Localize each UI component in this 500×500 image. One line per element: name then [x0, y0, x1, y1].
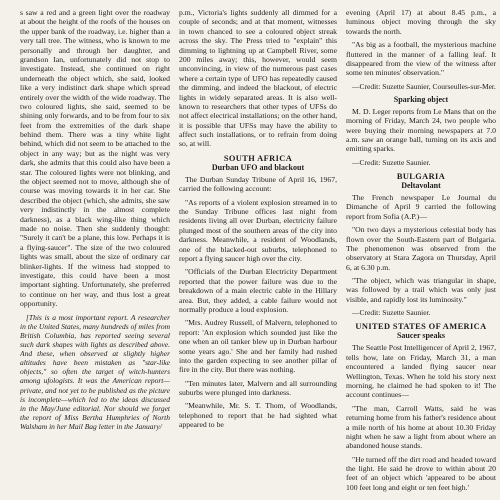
section-heading-usa: UNITED STATES OF AMERICA: [355, 322, 487, 332]
credit-line: —Credit: Suzette Saunier.: [352, 308, 431, 318]
section-heading-south-africa: SOUTH AFRICA: [223, 153, 293, 163]
durban-paragraph: "As reports of a violent explosion streamed in to the Sunday Tribune offices last night from residents living all over Durban, electricity failure plunged most of the southern areas of the city into darkness. Meanwhile, a resident of Woodlands, one of the blacked-out suburbs, telephoned to report a flying saucer high over the city.: [179, 197, 337, 263]
column-left: [20, 0, 170, 500]
credit-line: —Credit: Suzette Saunier.: [352, 157, 431, 167]
top-margin: [346, 0, 496, 8]
bulgaria-paragraph: "The object, which was triangular in shape, was followed by a trail which was only just visible, and rapidly lost its luminosity.": [346, 276, 496, 304]
durban-paragraph: "Ten minutes later, Malvern and all surrounding suburbs were plunged into darkness.: [179, 378, 337, 398]
subheading-deltavolant: Deltavolant: [401, 180, 441, 190]
canada-report-text: s saw a red and a green light over the roadway at about the height of the roofs of the houses on the upper bank of the roadway, i.e. higher than a very tall tree. The witness, who is known to me personally and through her daughter, and grandson Ian, unfortunately did not stop to investigate. Instead, she continued on right underneath the object which, she said, looked like a very indistinct dark shape which spread entirely over the width of the wide roadway. The two coloured lights, she said, seemed to be shining only forwards, and to be from four to six feet from the extremities of the dark shape behind them. There was a tiny white light behind, which did not seem to be attached to the object in any way; but as the night was very dark, she admits that this could also have been a star. The coloured lights were not blinking, and the object seemed not to move, although she of course was moving towards it in her car. She described the object (which, she admits, she saw very indistinctly in the almost complete darkness), as a black wing-like thing which made no noise. Then she suddenly thought: "Surely it can't be a plane, this low. Perhaps it is a flying-saucer". The size of the two coloured lights was small, about the size of ordinary car blinker-lights. If the witness had stopped to investigate, this could have been a most important sighting. Unfortunately, she preferred to continue on her way, and thus lost a great opportunity.: [20, 8, 170, 309]
durban-paragraph: "Mrs. Audrey Russell, of Malvern, telephoned to report: 'An explosion which sounded just like the one when an oil tanker blew up in Durban harbour some years ago.' She and her family had rushed into the garden expecting to see another pillar of fire in the city. But there was nothing.: [179, 318, 337, 375]
credit-line: —Credit: Suzette Saunier, Courseulles-sur-Mer.: [352, 81, 496, 91]
sparking-object-text: M. D. Leger reports from Le Mans that on the morning of Friday, March 24, two people who were buying their morning newspapers at 7.0 a.m. saw an orange ball, turning on its axis and emitting sparks.: [346, 106, 496, 154]
bulgaria-paragraph: "On two days a mysterious celestial body has flown over the South-Eastern part of Bulgaria. The phenomenon was observed from the observatory at Stara Zagora on Thursday, April 6, at 6.30 p.m.: [346, 225, 496, 272]
usa-paragraph: "He turned off the dirt road and headed toward the light. He said he drove to within about 20 feet of an object which 'appeared to be about 100 feet long and eight or ten feet high.': [346, 454, 496, 492]
bulgaria-paragraph: The French newspaper Le Journal du Dimanche of April 9 carried the following report from Sofia (A.P.)—: [346, 192, 496, 221]
france-report-quote: "As big as a football, the mysterious machine fluttered in the manner of a falling leaf. It disappeared from the view of the witness after some ten minutes' observation.": [346, 40, 496, 78]
durban-paragraph: The Durban Sunday Tribune of April 16, 1967, carried the following account:: [179, 174, 337, 194]
column-middle: [179, 0, 337, 500]
section-heading-bulgaria: BULGARIA: [396, 171, 446, 181]
editorial-aside: [This is a most important report. A researcher in the United States, many hundreds of miles from British Columbia, has reported seeing several such dark shapes with lights as described above. And these, when observed at slightly higher altitudes have been mistaken as "star-like objects," so often the target of witch-hunters among ufologists. It was the American report—private, and not yet to be published as the picture is incomplete—which led to the ideas discussed in the May/June editorial. Nor should we forget the report of Miss Bertha Humphries of North Walsham in her Mail Bag letter in the January/: [20, 312, 170, 432]
usa-paragraph: "The man, Carroll Watts, said he was returning home from his father's residence about a mile north of his home at about 10.30 Friday night when he saw a light from about where an abandoned house stands.: [346, 403, 496, 451]
durban-paragraph: "Officials of the Durban Electricity Department reported that the power failure was due to the breakdown of a main electric cable in the Hillary area. But, they added, a cable failure would not normally produce a loud explosion.: [179, 267, 337, 314]
subheading-saucer-speaks: Saucer speaks: [396, 331, 446, 341]
victoria-report-text: p.m., Victoria's lights suddenly all dimmed for a couple of seconds; and at that moment, witnesses in town chanced to see a coloured object streak across the sky. The Press tried to "explain" this dimming to lightning up at Campbell River, some 200 miles away; this, however, would seem unconvincing, in view of the numerous past cases where a certain type of UFO has repeatedly caused the dimming, and indeed the blackout, of electric lights in widely separated areas. It is also well-known to researchers that other types of UFSs do not affect electrical installations; on the other hand, it is possible that UFSs may have the ability to affect such installations, or to refrain from doing so, at will.: [179, 8, 337, 149]
subheading-durban: Durban UFO and blackout: [211, 162, 305, 172]
france-report-text: evening (April 17) at about 8.45 p.m., a luminous object moving through the sky towards the north.: [346, 8, 496, 36]
subheading-sparking-object: Sparking object: [393, 94, 449, 104]
top-margin: [179, 0, 337, 8]
column-right: [346, 0, 496, 500]
usa-paragraph: The Seattle Post Intelligencer of April 2, 1967, tells how, late on Friday, March 31, a man encountered a landed flying saucer near Wellington, Texas. When he told his story next morning, he claimed he had spoken to it! The account continues—: [346, 343, 496, 400]
top-margin: [20, 0, 170, 8]
durban-paragraph: "Meanwhile, Mr. S. T. Thom, of Woodlands, telephoned to report that he had sighted what appeared to be: [179, 401, 337, 430]
